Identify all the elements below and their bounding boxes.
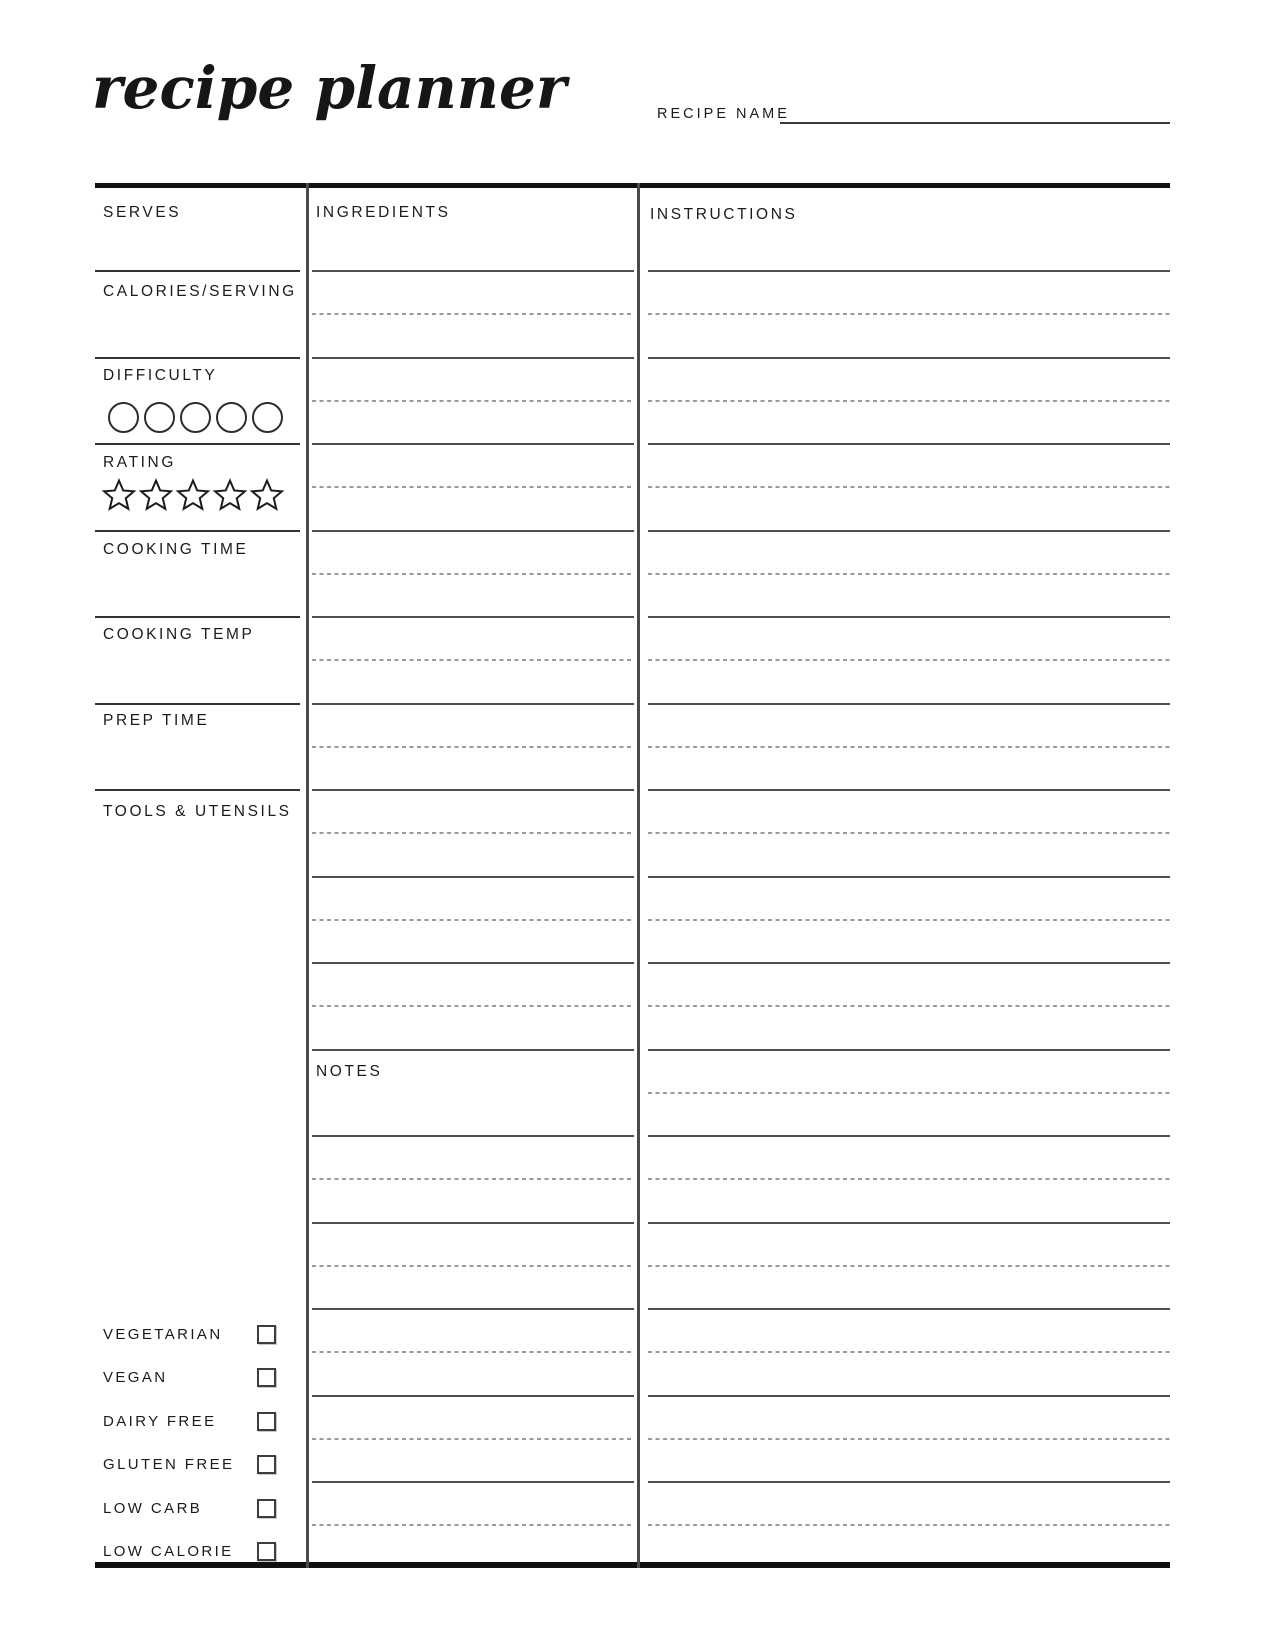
writing-line-dotted: [648, 1351, 1170, 1353]
writing-line-solid: [648, 443, 1170, 445]
writing-line-solid: [312, 530, 634, 532]
top-border: [95, 183, 1170, 188]
writing-line-solid: [312, 270, 634, 272]
writing-line-solid: [312, 616, 634, 618]
writing-line-dotted: [312, 919, 634, 921]
section-divider-line: [95, 703, 300, 705]
dietary-row-gluten-free: [103, 1454, 276, 1474]
circle-outline-icon[interactable]: [144, 402, 175, 433]
star-outline-icon[interactable]: [175, 478, 211, 513]
section-divider-line: [95, 530, 300, 532]
writing-line-solid: [648, 962, 1170, 964]
writing-line-dotted: [312, 573, 634, 575]
star-outline-icon[interactable]: [101, 478, 137, 513]
bottom-border: [95, 1562, 1170, 1568]
dietary-label: GLUTEN FREE: [103, 1455, 235, 1473]
section-label-rating: RATING: [103, 454, 177, 471]
writing-line-dotted: [648, 832, 1170, 834]
rating-stars: [101, 478, 285, 513]
square-checkbox-icon[interactable]: [257, 1368, 276, 1387]
square-checkbox-icon[interactable]: [257, 1542, 276, 1561]
section-label-prep-time: PREP TIME: [103, 712, 210, 729]
section-label-difficulty: DIFFICULTY: [103, 367, 218, 384]
writing-line-dotted: [312, 1265, 634, 1267]
section-divider-line: [95, 616, 300, 618]
writing-line-solid: [648, 530, 1170, 532]
writing-line-solid: [312, 876, 634, 878]
notes-header: NOTES: [316, 1063, 383, 1080]
writing-line-solid: [648, 1308, 1170, 1310]
writing-line-dotted: [648, 1178, 1170, 1180]
writing-line-solid: [312, 1049, 634, 1051]
writing-line-dotted: [312, 1438, 634, 1440]
writing-line-dotted: [312, 1178, 634, 1180]
writing-line-solid: [312, 1222, 634, 1224]
writing-line-dotted: [648, 659, 1170, 661]
writing-line-solid: [648, 1049, 1170, 1051]
writing-line-dotted: [312, 486, 634, 488]
writing-line-dotted: [312, 400, 634, 402]
writing-line-solid: [312, 962, 634, 964]
square-checkbox-icon[interactable]: [257, 1325, 276, 1344]
writing-line-solid: [312, 1395, 634, 1397]
writing-line-dotted: [648, 1092, 1170, 1094]
column-divider-right: [637, 183, 640, 1568]
writing-line-solid: [312, 357, 634, 359]
writing-line-dotted: [648, 1005, 1170, 1007]
dietary-row-vegetarian: [103, 1324, 276, 1344]
section-label-tools-utensils: TOOLS & UTENSILS: [103, 803, 292, 820]
writing-line-solid: [312, 443, 634, 445]
writing-line-dotted: [648, 486, 1170, 488]
writing-line-solid: [648, 1222, 1170, 1224]
writing-line-solid: [648, 1481, 1170, 1483]
section-divider-line: [95, 357, 300, 359]
dietary-row-vegan: [103, 1367, 276, 1387]
writing-line-solid: [312, 1481, 634, 1483]
writing-line-solid: [648, 270, 1170, 272]
circle-outline-icon[interactable]: [108, 402, 139, 433]
writing-line-solid: [312, 703, 634, 705]
page-title: recipe planner: [92, 54, 567, 122]
dietary-label: DAIRY FREE: [103, 1412, 217, 1430]
square-checkbox-icon[interactable]: [257, 1412, 276, 1431]
writing-line-solid: [648, 789, 1170, 791]
dietary-row-low-calorie: [103, 1541, 276, 1561]
writing-line-dotted: [312, 1005, 634, 1007]
writing-line-solid: [312, 1308, 634, 1310]
circle-outline-icon[interactable]: [216, 402, 247, 433]
dietary-label: VEGETARIAN: [103, 1325, 223, 1343]
writing-line-dotted: [312, 1351, 634, 1353]
star-outline-icon[interactable]: [212, 478, 248, 513]
writing-line-dotted: [648, 573, 1170, 575]
section-divider-line: [95, 789, 300, 791]
dietary-row-dairy-free: [103, 1411, 276, 1431]
section-label-calories-serving: CALORIES/SERVING: [103, 283, 297, 300]
writing-line-solid: [648, 1395, 1170, 1397]
writing-line-dotted: [312, 1524, 634, 1526]
column-divider-left: [306, 183, 309, 1568]
instructions-header: INSTRUCTIONS: [650, 206, 798, 223]
writing-line-solid: [648, 876, 1170, 878]
writing-line-dotted: [312, 832, 634, 834]
writing-line-solid: [648, 357, 1170, 359]
ingredients-header: INGREDIENTS: [316, 204, 451, 221]
writing-line-solid: [648, 616, 1170, 618]
section-divider-line: [95, 443, 300, 445]
section-label-cooking-temp: COOKING TEMP: [103, 626, 255, 643]
writing-line-dotted: [312, 746, 634, 748]
writing-line-dotted: [648, 1265, 1170, 1267]
writing-line-dotted: [648, 313, 1170, 315]
difficulty-circles: [108, 402, 283, 433]
writing-line-solid: [648, 1135, 1170, 1137]
writing-line-dotted: [648, 400, 1170, 402]
dietary-label: LOW CALORIE: [103, 1542, 234, 1560]
writing-line-dotted: [648, 746, 1170, 748]
section-label-cooking-time: COOKING TIME: [103, 541, 249, 558]
writing-line-dotted: [648, 919, 1170, 921]
section-label-serves: SERVES: [103, 204, 182, 221]
circle-outline-icon[interactable]: [252, 402, 283, 433]
writing-line-solid: [312, 789, 634, 791]
square-checkbox-icon[interactable]: [257, 1455, 276, 1474]
writing-line-solid: [312, 1135, 634, 1137]
writing-line-solid: [648, 703, 1170, 705]
star-outline-icon[interactable]: [138, 478, 174, 513]
recipe-name-label: RECIPE NAME: [657, 106, 790, 122]
recipe-name-input-line[interactable]: [780, 122, 1170, 124]
square-checkbox-icon[interactable]: [257, 1499, 276, 1518]
dietary-row-low-carb: [103, 1498, 276, 1518]
dietary-label: LOW CARB: [103, 1499, 203, 1517]
writing-line-dotted: [312, 659, 634, 661]
writing-line-dotted: [648, 1438, 1170, 1440]
writing-line-dotted: [648, 1524, 1170, 1526]
writing-line-dotted: [312, 313, 634, 315]
circle-outline-icon[interactable]: [180, 402, 211, 433]
dietary-label: VEGAN: [103, 1368, 168, 1386]
star-outline-icon[interactable]: [249, 478, 285, 513]
section-divider-line: [95, 270, 300, 272]
